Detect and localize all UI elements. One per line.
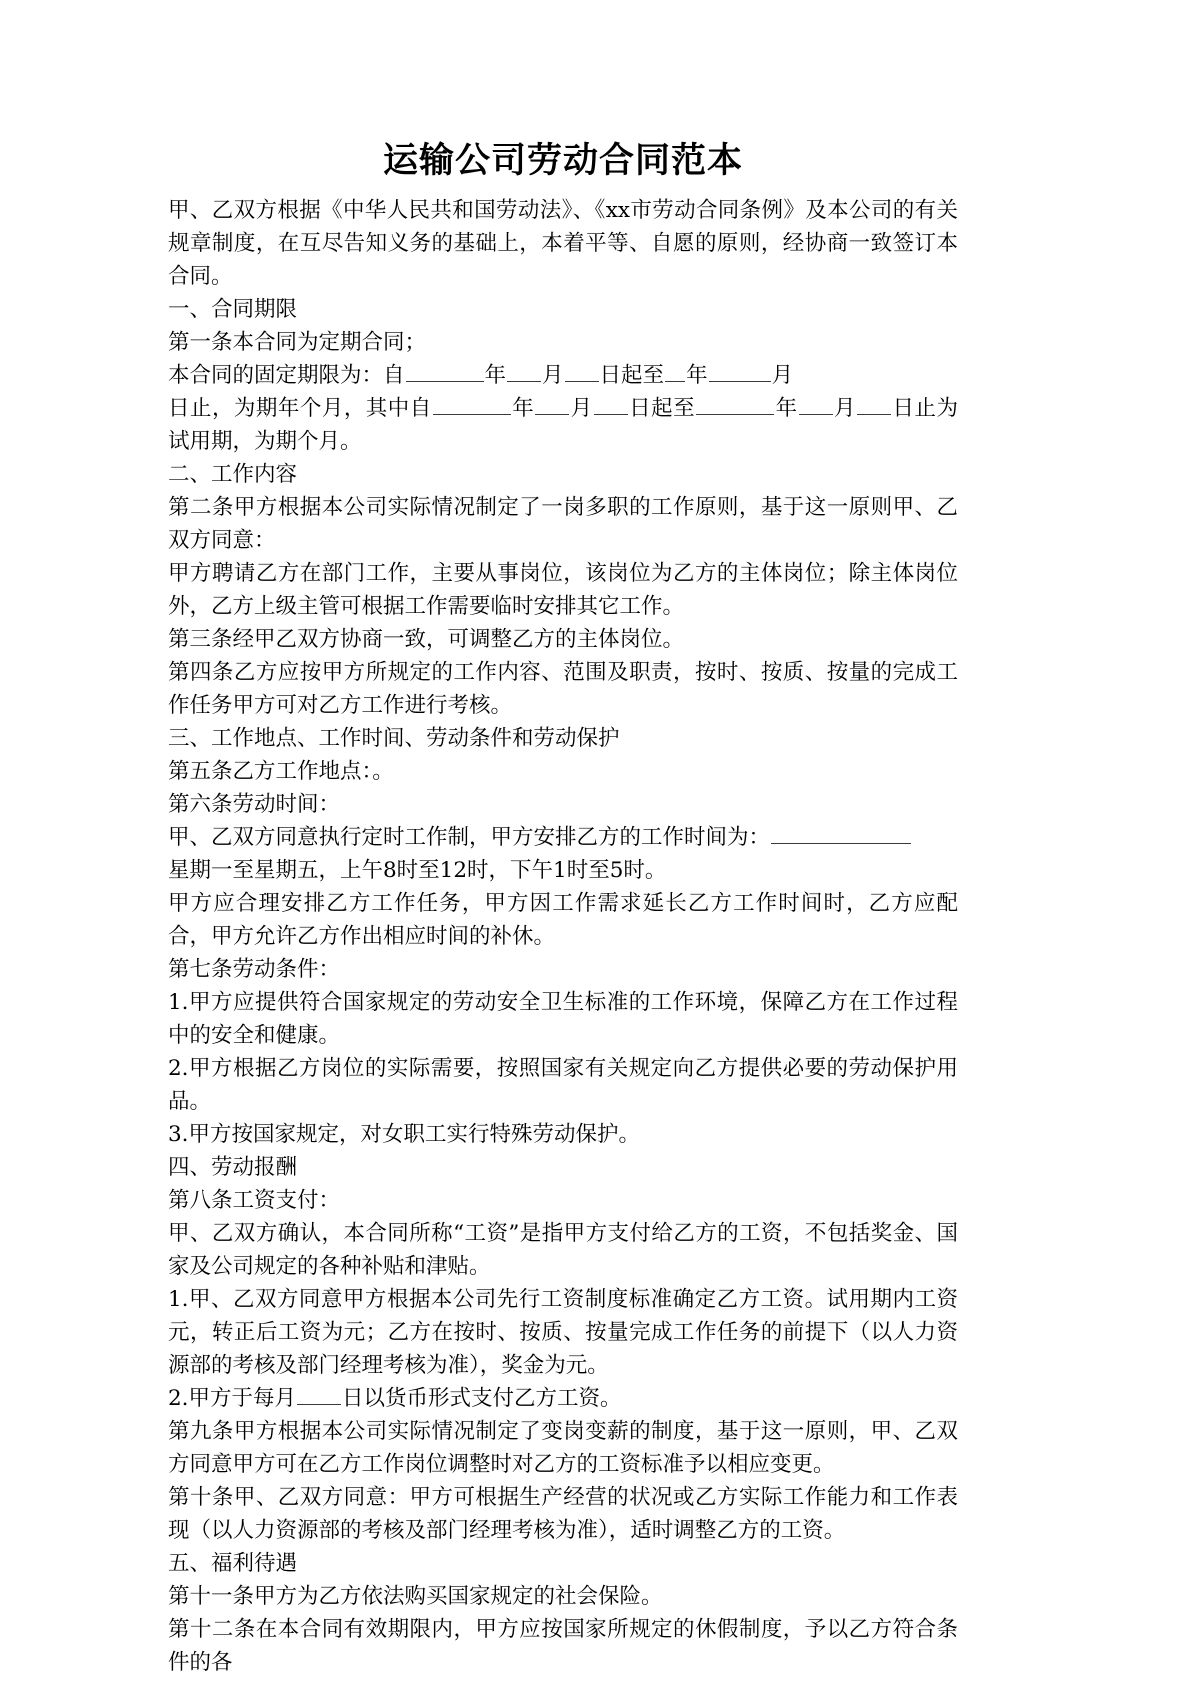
blank-work-time[interactable] — [771, 822, 911, 843]
paragraph-article-1: 第一条本合同为定期合同； — [168, 329, 427, 355]
paragraph-article-6-overtime: 甲方应合理安排乙方工作任务，甲方因工作需求延长乙方工作时间时，乙方应配合，甲方允许乙方作出相应时间的补休。 — [168, 890, 958, 949]
paragraph-work-time-fill — [168, 821, 958, 854]
section-heading-workplace-hours: 三、工作地点、工作时间、劳动条件和劳动保护 — [168, 725, 620, 751]
paragraph-article-2-detail: 甲方聘请乙方在部门工作，主要从事岗位，该岗位为乙方的主体岗位；除主体岗位外，乙方上级主管可根据工作需要临时安排其它工作。 — [168, 560, 958, 619]
term-line-2-suffix: 日止为试用期，为期个月。 — [168, 395, 958, 454]
paragraph-article-5: 第五条乙方工作地点：。 — [168, 758, 394, 784]
paragraph-article-9: 第九条甲方根据本公司实际情况制定了变岗变薪的制度，基于这一原则，甲、乙双方同意甲方可在乙方工作岗位调整时对乙方的工资标准予以相应变更。 — [168, 1418, 958, 1477]
blank-end-year[interactable] — [665, 360, 685, 381]
term-line-1-month-2-label: 月 — [771, 362, 794, 388]
paragraph-article-7-item-3: 3.甲方按国家规定，对女职工实行特殊劳动保护。 — [168, 1121, 641, 1147]
term-line-2-month-label: 月 — [570, 395, 593, 421]
blank-payday[interactable] — [297, 1383, 341, 1404]
term-line-2-prefix: 日止，为期年个月，其中自 — [168, 395, 432, 421]
paragraph-article-8-definition: 甲、乙双方确认，本合同所称“工资”是指甲方支付给乙方的工资，不包括奖金、国家及公司规定的各种补贴和津贴。 — [168, 1220, 958, 1279]
paragraph-article-6: 第六条劳动时间： — [168, 791, 341, 817]
paragraph-article-12: 第十二条在本合同有效期限内，甲方应按国家所规定的休假制度，予以乙方符合条件的各 — [168, 1616, 958, 1675]
paragraph-payday-fill — [168, 1382, 958, 1415]
blank-probation-start-month[interactable] — [535, 393, 569, 414]
blank-probation-start-year[interactable] — [433, 393, 511, 414]
paragraph-article-7-item-2: 2.甲方根据乙方岗位的实际需要，按照国家有关规定向乙方提供必要的劳动保护用品。 — [168, 1055, 958, 1114]
blank-probation-start-day[interactable] — [594, 393, 628, 414]
section-heading-contract-term: 一、合同期限 — [168, 296, 298, 322]
page-title: 运输公司劳动合同范本 — [382, 141, 743, 181]
term-line-1-year-2-label: 年 — [686, 362, 708, 388]
paragraph-article-10: 第十条甲、乙双方同意：甲方可根据生产经营的状况或乙方实际工作能力和工作表现（以人力资源部的考核及部门经理考核为准），适时调整乙方的工资。 — [168, 1484, 958, 1543]
paragraph-term-fill-line-1 — [168, 359, 958, 392]
blank-probation-end-month[interactable] — [799, 393, 833, 414]
paragraph-article-7-item-1: 1.甲方应提供符合国家规定的劳动安全卫生标准的工作环境，保障乙方在工作过程中的安全和健康。 — [168, 989, 958, 1048]
paragraph-article-7: 第七条劳动条件： — [168, 956, 341, 982]
paragraph-article-8-item-1: 1.甲、乙双方同意甲方根据本公司先行工资制度标准确定乙方工资。试用期内工资元，转正后工资为元；乙方在按时、按质、按量完成工作任务的前提下（以人力资源部的考核及部门经理考核为准），奖金为元。 — [168, 1286, 958, 1378]
payday-prefix: 2.甲方于每月 — [168, 1385, 297, 1411]
paragraph-article-11: 第十一条甲方为乙方依法购买国家规定的社会保险。 — [168, 1583, 663, 1609]
term-line-2-year-label: 年 — [511, 395, 535, 421]
term-line-2-month-2-label: 月 — [833, 395, 857, 421]
paragraph-term-fill-line-2 — [168, 392, 958, 458]
blank-start-day[interactable] — [565, 360, 599, 381]
paragraph-article-6-schedule: 星期一至星期五，上午8时至12时，下午1时至5时。 — [168, 857, 667, 883]
paragraph-preamble: 甲、乙双方根据《中华人民共和国劳动法》、《xx市劳动合同条例》及本公司的有关规章制度，在互尽告知义务的基础上，本着平等、自愿的原则，经协商一致签订本合同。 — [168, 197, 958, 289]
section-heading-labor-remuneration: 四、劳动报酬 — [168, 1154, 298, 1180]
payday-suffix: 日以货币形式支付乙方工资。 — [342, 1385, 622, 1411]
term-line-2-day-label: 日起至 — [628, 395, 696, 421]
section-heading-welfare-benefits: 五、福利待遇 — [168, 1550, 298, 1576]
blank-start-month[interactable] — [507, 360, 541, 381]
term-line-1-year-label: 年 — [484, 362, 507, 388]
term-line-1-prefix: 本合同的固定期限为：自 — [168, 362, 405, 388]
blank-end-month[interactable] — [709, 360, 771, 381]
term-line-1-day-label: 日起至 — [599, 362, 665, 388]
term-line-1-month-label: 月 — [542, 362, 564, 388]
paragraph-article-4: 第四条乙方应按甲方所规定的工作内容、范围及职责，按时、按质、按量的完成工作任务甲方可对乙方工作进行考核。 — [168, 659, 958, 718]
section-heading-work-content: 二、工作内容 — [168, 461, 298, 487]
blank-start-year[interactable] — [406, 360, 484, 381]
paragraph-article-8: 第八条工资支付： — [168, 1187, 341, 1213]
blank-probation-end-year[interactable] — [696, 393, 774, 414]
work-time-prefix: 甲、乙双方同意执行定时工作制，甲方安排乙方的工作时间为： — [168, 824, 771, 850]
term-line-2-year-2-label: 年 — [775, 395, 798, 421]
document-body — [168, 140, 958, 1679]
paragraph-article-2: 第二条甲方根据本公司实际情况制定了一岗多职的工作原则，基于这一原则甲、乙双方同意： — [168, 494, 958, 553]
paragraph-article-3: 第三条经甲乙双方协商一致，可调整乙方的主体岗位。 — [168, 626, 685, 652]
blank-probation-end-day[interactable] — [857, 393, 891, 414]
